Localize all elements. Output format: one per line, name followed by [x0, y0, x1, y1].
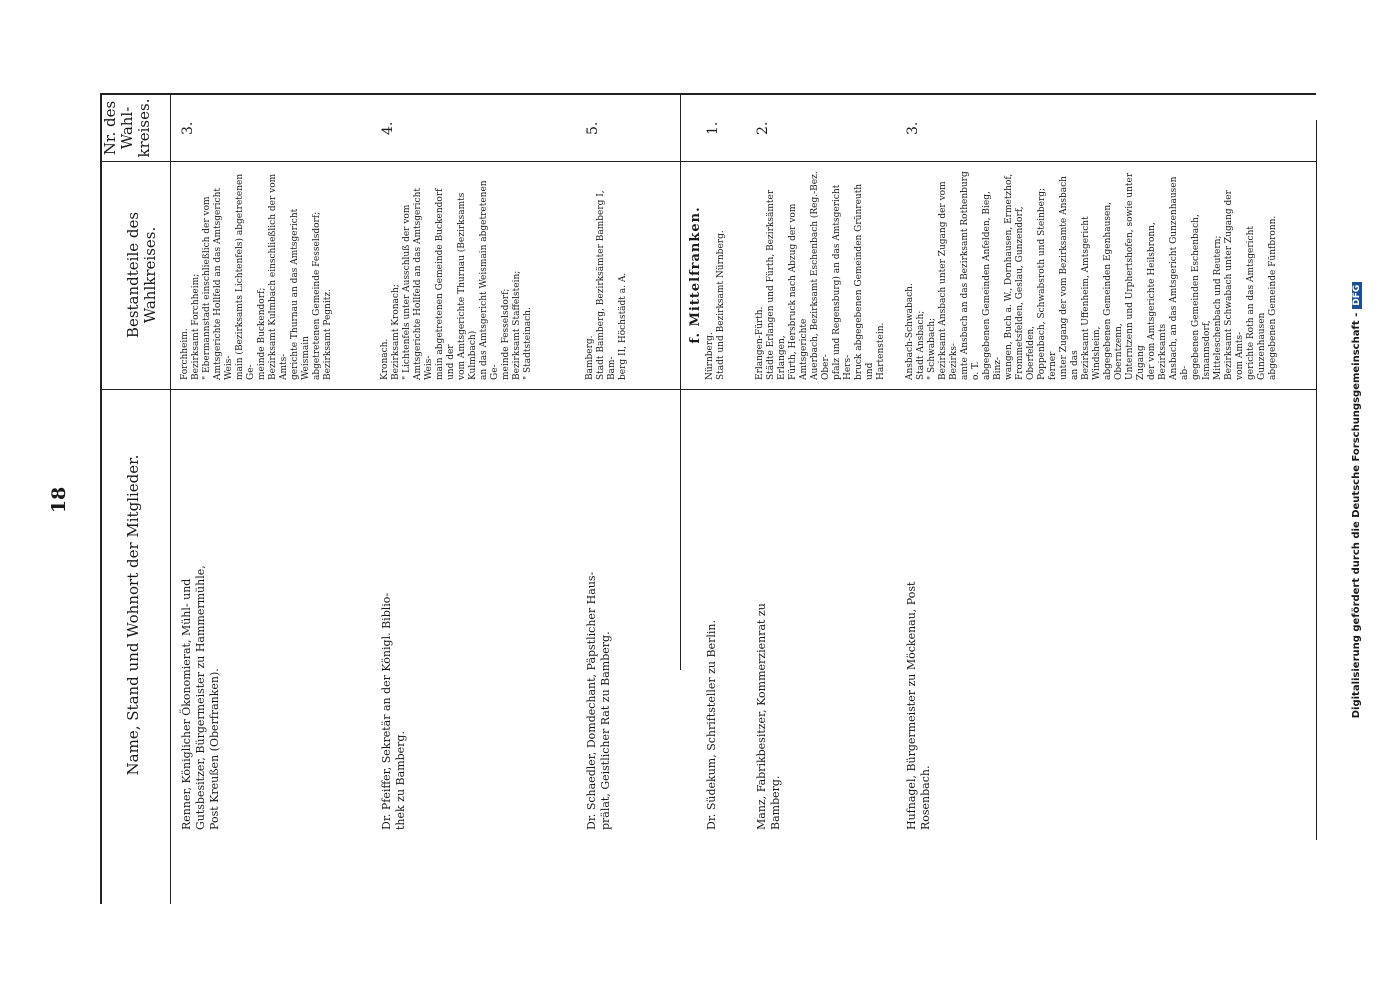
member-name: Dr. Schaedler, Domdechant, Päpstlicher Haus- prälat, Geistlicher Rat zu Bamberg. [585, 571, 612, 830]
table-top-rule [100, 94, 102, 904]
row-number: 2. [755, 121, 771, 135]
member-name: Dr. Pfeiffer, Sekretär an der Königl. Biblio- thek zu Bamberg. [380, 592, 407, 830]
row-bestandteile: Erlangen-Fürth. Städte Erlangen und Fürth, Bezirksämter Erlangen, Fürth, Hersbruck nach Abzug der vom Amtsgerichte Auerbach, Bezirksamt Eschenbach (Reg.-Bez. Ober- pfalz und Regensburg) an das Amtsgericht Hers- bruck abgegebenen Gemeinden Grünreuth und Hartenstein. [755, 171, 886, 380]
member-name: Dr. Südekum, Schriftsteller zu Berlin. [705, 620, 718, 830]
member-name: Manz, Fabrikbesitzer, Kommerzienrat zu Bamberg. [755, 603, 782, 830]
footer-credit [1351, 10, 1362, 990]
member-name: Renner, Königlicher Ökonomierat, Mühl- und Gutsbesitzer, Bürgermeister zu Hammermühle, Post Kreußen (Oberfranken). [180, 565, 221, 830]
header-name: Name, Stand und Wohnort der Mitglieder. [124, 454, 142, 776]
column-divider-2 [100, 161, 1316, 162]
row-bestandteile: Bamberg. Stadt Bamberg, Bezirksämter Bamberg I, Bam- berg II, Höchstädt a. A. [585, 190, 628, 380]
dfg-logo: DFG [1352, 282, 1362, 309]
row-bestandteile: Kronach. Bezirksamt Kronach; " Lichtenfels unter Ausschluß der vom Amtsgerichte Hollfeld an das Amtsgericht Weis- main abgetretenen Gemeinde Buckendorf und der vom Amtsgerichte Thurnau (Bezirksamts Kulmbach) an das Amtsgericht Weismain abgetretenen Ge- meinde Fesselsdorf; Bezirksamt Staffelstein; " Stadtsteinach. [380, 180, 533, 380]
column-divider-3 [100, 389, 1316, 390]
member-name: Hufnagel, Bürgermeister zu Möckenau, Post Rosenbach. [905, 581, 932, 830]
column-divider-1 [100, 93, 1316, 95]
row-number: 3. [180, 121, 196, 135]
row-number: 1. [705, 121, 721, 135]
footer-text: Digitalisierung gefördert durch die Deutsche Forschungsgemeinschaft - [1351, 312, 1362, 719]
upper-table-bottom-rule [680, 94, 681, 670]
row-number: 5. [585, 121, 601, 135]
header-bestandteile: Bestandteile des Wahlkreises. [124, 211, 159, 339]
row-bestandteile: Ansbach-Schwabach. Stadt Ansbach; " Schwabach; Bezirksamt Ansbach unter Zugang der vom Bezirks- amte Ansbach an das Bezirksamt Rothenburg o. T. abgegebenen Gemeinden Anfelden, Bieg, Binz- wangen, Buch a. W., Dornhausen, Ermetzhof, Frommetsfelden, Geslau, Gunzendorf, Oberfelden, Poppenbach, Schwabsroth und Steinberg; ferner unter Zugang der vom Bezirksamte Ansbach an das Bezirksamt Uffenheim, Amtsgericht Windsheim, abgegebenen Gemeinden Egenhausen, Oberntzenn, Unterntzenn und Urphertshofen, sowie unter Zugang der vom Amtsgerichte Heilsbronn, Bezirksamts Ansbach, an das Amtsgericht Gunzenhausen ab- gegebenen Gemeinden Eschenbach, Ismannsdorf, Mitteleschenbach und Reutern; Bezirksamt Schwabach unter Zugang der vom Amts- gerichte Roth an das Amtsgericht Gunzenhausen abgegebenen Gemeinde Fünfbronn. [905, 171, 1278, 380]
section-title: f. Mittelfranken. [688, 206, 703, 344]
header-bottom-rule [170, 94, 171, 904]
header-nr: Nr. des Wahl- kreises. [101, 98, 153, 158]
page-number: 18 [48, 486, 70, 514]
row-bestandteile: Nürnberg. Stadt und Bezirksamt Nürnberg. [705, 230, 726, 380]
row-number: 3. [905, 121, 921, 135]
row-number: 4. [380, 121, 396, 135]
lower-table-bottom-rule [1316, 120, 1317, 840]
row-bestandteile: Forchheim. Bezirksamt Forchheim; " Ebermannstadt einschließlich der vom Amtsgerichte Hollfeld an das Amtsgericht Weis- main (Bezirksamts Lichtenfels) abgetretenen Ge- meinde Buckendorf; Bezirksamt Kulmbach einschließlich der vom Amts- gerichte Thurnau an das Amtsgericht Weismain abgetretenen Gemeinde Fesselsdorf; Bezirksamt Pegnitz. [180, 173, 333, 380]
